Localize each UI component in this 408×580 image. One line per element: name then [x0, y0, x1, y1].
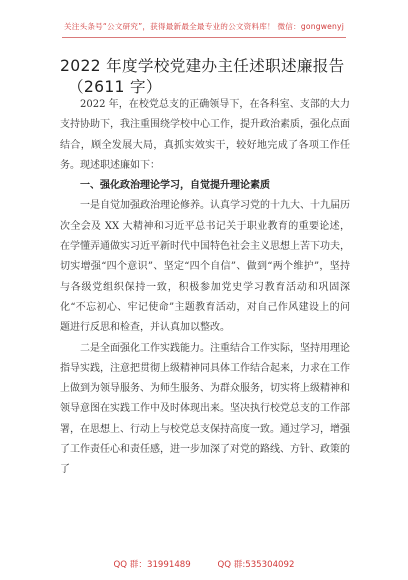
title-word-count: （2611 字）	[68, 78, 162, 96]
document-title	[60, 56, 360, 98]
intro-paragraph: 2022 年，在校党总支的正确领导下，在各科室、支部的大力支持协助下，我注重围绕学校中心工作，提升政治素质，强化点面结合，顾全发展大局，真抓实效实干，较好地完成了各项工作任务。现述职述廉如下：	[60, 99, 350, 171]
section-heading: 一、强化政治理论学习，自觉提升理论素质	[80, 180, 270, 192]
footer-qq-group-1: QQ 群：31991489	[113, 560, 191, 570]
body-paragraph: 二是全面强化工作实践能力。注重结合工作实际，坚持用理论指导实践，注意把贯彻上级精神同具体工作结合起来，力求在工作上做到为领导服务、为师生服务、为群众服务，切实将上级精神和领导意图在实践工作中及时体现出来。坚决执行校党总支的工作部署，在思想上、行动上与校党总支保持高度一致。通过学习，增强了工作责任心和责任感，进一步加深了对党的路线、方针、政策的了	[60, 342, 350, 476]
header-divider	[62, 37, 346, 38]
body-paragraph: 一是自觉加强政治理论修养。认真学习党的十九大、十九届历次全会及 XX 大精神和习近平总书记关于职业教育的重要论述，在学懂弄通做实习近平新时代中国特色社会主义思想上苦下功夫，切实增强“四个意识”、坚定“四个自信”、做到“两个维护”，坚持与各级党组织保持一致，积极参加党史学习教育活动和巩固深化“不忘初心、牢记使命”主题教育活动，对自己作风建设上的问题进行反思和检查，并认真加以整改。	[60, 200, 350, 334]
footer-qq-group-2: QQ 群:535304092	[217, 560, 295, 570]
footer-contact	[0, 558, 408, 570]
title-main: 2022 年度学校党建办主任述职述廉报告	[60, 57, 345, 75]
document-body	[60, 95, 350, 481]
header-banner: 关注头条号“公文研究”，获得最新最全最专业的公文资料库！ 微信：gongwenyj	[63, 22, 345, 31]
